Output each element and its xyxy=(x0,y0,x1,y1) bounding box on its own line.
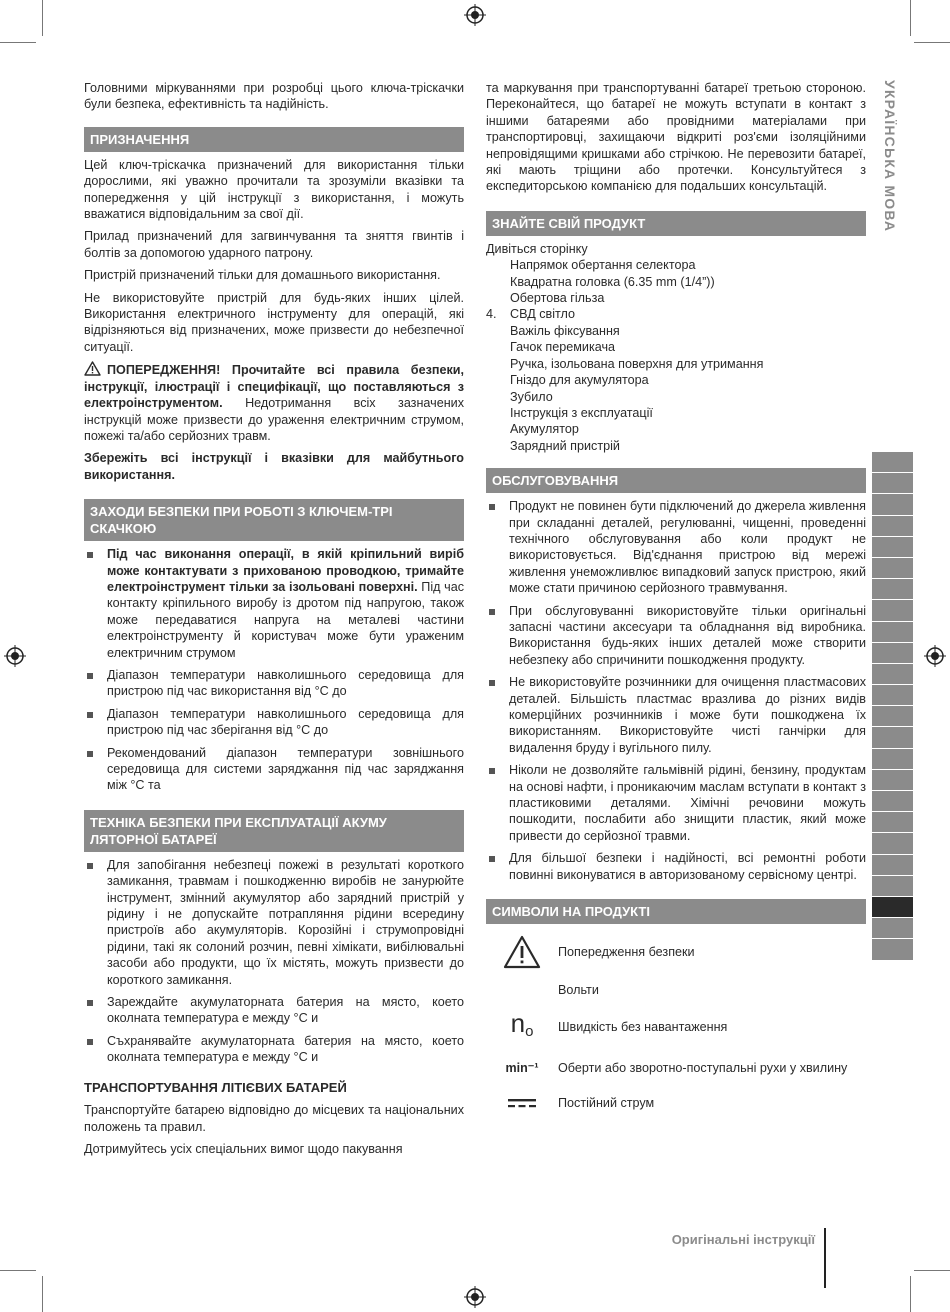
index-tab xyxy=(872,918,913,939)
warning-icon xyxy=(84,361,101,376)
index-tab xyxy=(872,494,913,515)
transport-paragraph: Транспортуйте батарею відповідно до місцевих та національних положень та правил. xyxy=(84,1103,464,1134)
product-intro: Дивіться сторінку xyxy=(486,241,588,256)
list-item: Продукт не повинен бути підключений до джерела живлення при складанні деталей, регулюванні, чищенні, проведенні технічного обслуговування або коли продукт не використовується. Від'єднання пристрою від мережі живлення унеможливлює випадковий запуск пристрою, який може стати причиною серйозного травмування. xyxy=(486,498,866,596)
save-instructions xyxy=(84,450,464,483)
list-item: При обслуговуванні використовуйте тільки оригінальні запасні частини аксесуари та обладнання від виробника. Використання будь-яких інших деталей може створити небезпеку або спричинити пошкодження продукту. xyxy=(486,603,866,669)
index-tab xyxy=(872,622,913,643)
registration-mark-icon xyxy=(464,1286,486,1308)
transport-heading: ТРАНСПОРТУВАННЯ ЛІТІЄВИХ БАТАРЕЙ xyxy=(84,1079,347,1095)
symbol-description: Оберти або зворотно-поступальні рухи у хвилину xyxy=(558,1060,848,1075)
symbol-description: Постійний струм xyxy=(558,1095,655,1110)
save-instructions-text: Збережіть всі інструкції і вказівки для майбутнього використання. xyxy=(84,451,464,482)
list-item: Діапазон температури навколишнього середовища для пристрою під час зберігання від °C до xyxy=(84,706,464,739)
symbol-row xyxy=(486,1090,866,1116)
symbol-row xyxy=(486,932,866,972)
thumb-index-tabs xyxy=(872,452,913,961)
list-item: Гачок перемикача xyxy=(510,340,616,355)
product-heading: ЗНАЙТЕ СВІЙ ПРОДУКТ xyxy=(486,211,866,236)
language-side-title xyxy=(880,80,900,250)
crop-mark xyxy=(910,0,911,36)
index-tab xyxy=(872,939,913,960)
list-item-text: Під час контакту кріпильного виробу із дротом під напругою, також може передаватися напруга на металеві частини електроінструменту й користувач може бути ураженим електричним струмом xyxy=(107,579,464,660)
index-tab xyxy=(872,876,913,897)
index-tab xyxy=(872,643,913,664)
no-load-symbol-sub: o xyxy=(525,1022,534,1040)
list-item: Не використовуйте розчинники для очищення пластмасових деталей. Більшість пластмас вразлива до різних видів комерційних розчинників і може бути пошкоджена їх використанням. Використовуйте чисті ганчірки для видалення бруду і вугільного пилу. xyxy=(486,674,866,756)
symbols-table xyxy=(486,932,866,1116)
list-item-number: 4. xyxy=(486,307,497,322)
crop-mark xyxy=(914,42,950,43)
safety-heading: ЗАХОДИ БЕЗПЕКИ ПРИ РОБОТІ З КЛЮЧЕМ-ТРІ СКАЧКОЮ xyxy=(84,499,464,541)
purpose-paragraph: Не використовуйте пристрій для будь-яких інших цілей. Використання електричного інструменту для операцій, які відрізняються від призначених, може призвести до небезпечної ситуації. xyxy=(84,290,464,354)
index-tab xyxy=(872,791,913,812)
crop-mark xyxy=(0,1270,36,1271)
index-tab xyxy=(872,600,913,621)
index-tab xyxy=(872,727,913,748)
purpose-heading: ПРИЗНАЧЕННЯ xyxy=(84,127,464,152)
symbols-heading: СИМВОЛИ НА ПРОДУКТІ xyxy=(486,899,866,924)
list-item: Ручка, ізольована поверхня для утримання xyxy=(510,356,764,371)
maintenance-list xyxy=(486,498,866,883)
list-item: Для запобігання небезпеці пожежі в результаті короткого замикання, травмам і пошкодженню виробів не занурюйте інструмент, змінний акумулятор або зарядний пристрій у рідину і не допускайте потрапляння рідини всередину пристроїв або акумуляторів. Корозійні і струмопровідні рідини, такі як солоний розчин, певні хімікати, вибілювальні засоби або продукти, що їх містять, можуть призвести до короткого замикання. xyxy=(84,857,464,988)
transport-paragraph-continued: та маркування при транспортуванні батареї третьою стороною. Переконайтеся, що батареї не можуть вступати в контакт з іншими батареями або провідними матеріалами при транспортировці, захищаючи відкриті роз'єми ізоляційними непровідящими кришками або стрічкою. Не перевозити батареї, які мають тріщини або протечки. Консультуйтеся з експедиторською компанією для подальших консультацій. xyxy=(486,81,866,194)
purpose-paragraph: Прилад призначений для загвинчування та зняття гвинтів і болтів за допомогою ударного патрону. xyxy=(84,229,464,260)
no-load-symbol-n: n xyxy=(510,1007,526,1038)
battery-heading: ТЕХНІКА БЕЗПЕКИ ПРИ ЕКСПЛУАТАЦІЇ АКУМУ ЛЯТОРНОЇ БАТАРЕЇ xyxy=(84,810,464,852)
registration-mark-icon xyxy=(4,645,26,667)
index-tab xyxy=(872,664,913,685)
list-item: Съхранявайте акумулаторната батерия на място, което околната температура е между °C и xyxy=(84,1033,464,1066)
list-item: Квадратна головка (6.35 mm (1/4”)) xyxy=(510,274,715,289)
crop-mark xyxy=(0,42,36,43)
language-label: УКРАЇНСЬКА МОВА xyxy=(882,80,898,233)
list-item: Обертова гільза xyxy=(510,291,605,306)
right-column xyxy=(486,80,866,1118)
left-column xyxy=(84,80,464,1163)
warning-text: Недотримання всіх зазначених інструкцій може призвести до ураження електричним струмом, пожежі та/або серйозних травм. xyxy=(84,396,464,443)
list-item: Важіль фіксування xyxy=(510,323,620,338)
index-tab xyxy=(872,685,913,706)
crop-mark xyxy=(914,1270,950,1271)
list-item-text: СВД світло xyxy=(510,307,576,322)
list-item: Рекомендований діапазон температури зовнішнього середовища для системи заряджання під час заряджання між °C та xyxy=(84,745,464,794)
registration-mark-icon xyxy=(464,4,486,26)
safety-list xyxy=(84,546,464,794)
transport-paragraph: Дотримуйтесь усіх спеціальних вимог щодо пакування xyxy=(84,1141,403,1156)
index-tab xyxy=(872,537,913,558)
symbol-description: Попередження безпеки xyxy=(558,944,695,959)
direct-current-icon xyxy=(507,1097,537,1109)
list-item: Гніздо для акумулятора xyxy=(510,373,649,388)
warning-triangle-icon xyxy=(503,935,541,969)
warning-paragraph xyxy=(84,361,464,444)
maintenance-heading: ОБСЛУГОВУВАННЯ xyxy=(486,468,866,493)
list-item: Зареждайте акумулаторната батерия на място, което околната температура е между °C и xyxy=(84,994,464,1027)
index-tab xyxy=(872,833,913,854)
purpose-paragraph: Цей ключ-тріскачка призначений для використання тільки дорослими, які уважно прочитали та зрозуміли вказівки та попередження у цій інструкції з використання, і можуть вважатися відповідальним за свої дії. xyxy=(84,157,464,222)
index-tab xyxy=(872,706,913,727)
list-item: Інструкція з експлуатації xyxy=(510,405,653,420)
index-tab xyxy=(872,473,913,494)
list-item: Ніколи не дозволяйте гальмівній рідині, бензину, продуктам на основі нафти, і проникаючим маслам вступати в контакт з пластиковими деталями. Хімічні речовини можуть пошкодити, послабити або знищити пластик, який може привести до серйозної травми. xyxy=(486,762,866,844)
intro-paragraph: Головними міркуваннями при розробці цього ключа-тріскачки були безпека, ефективність та надійність. xyxy=(84,81,464,112)
index-tab xyxy=(872,749,913,770)
footer-rule xyxy=(824,1228,826,1288)
index-tab xyxy=(872,558,913,579)
battery-list xyxy=(84,857,464,1066)
list-item-bold: Під час виконання операції, в якій кріпильний виріб може контактувати з прихованою проводкою, тримайте електроінструмент тільки за ізольовані поверхні. xyxy=(107,547,464,594)
list-item xyxy=(84,546,464,661)
index-tab xyxy=(872,579,913,600)
crop-mark xyxy=(42,1276,43,1312)
no-load-speed-icon xyxy=(510,1007,534,1045)
list-item: Зубило xyxy=(510,389,553,404)
symbol-row xyxy=(486,1048,866,1088)
rpm-icon: min⁻¹ xyxy=(505,1060,539,1075)
list-item xyxy=(486,306,866,322)
index-tab xyxy=(872,770,913,791)
index-tab xyxy=(872,812,913,833)
symbol-row xyxy=(486,1008,866,1046)
list-item: Зарядний пристрій xyxy=(510,438,620,453)
crop-mark xyxy=(42,0,43,36)
symbol-row xyxy=(486,974,866,1006)
index-tab xyxy=(872,452,913,473)
list-item: Для більшої безпеки і надійності, всі ремонтні роботи повинні виконуватися в авторизованому сервісному центрі. xyxy=(486,850,866,883)
crop-mark xyxy=(910,1276,911,1312)
symbol-description: Вольти xyxy=(558,982,599,997)
list-item: Акумулятор xyxy=(510,422,579,437)
index-tab xyxy=(872,516,913,537)
purpose-paragraph: Пристрій призначений тільки для домашнього використання. xyxy=(84,268,441,283)
warning-bold-text: ПОПЕРЕДЖЕННЯ! Прочитайте всі правила безпеки, інструкції, ілюстрації і специфікації, що поставляються з електроінструментом. xyxy=(84,363,464,411)
registration-mark-icon xyxy=(924,645,946,667)
symbol-description: Швидкість без навантаження xyxy=(558,1019,728,1034)
list-item: Напрямок обертання селектора xyxy=(510,258,696,273)
list-item: Діапазон температури навколишнього середовища для пристрою під час використання від °C до xyxy=(84,667,464,700)
index-tab-active xyxy=(872,897,913,918)
index-tab xyxy=(872,855,913,876)
product-parts-list xyxy=(486,241,866,454)
footer-text: Оригінальні інструкції xyxy=(671,1232,815,1247)
